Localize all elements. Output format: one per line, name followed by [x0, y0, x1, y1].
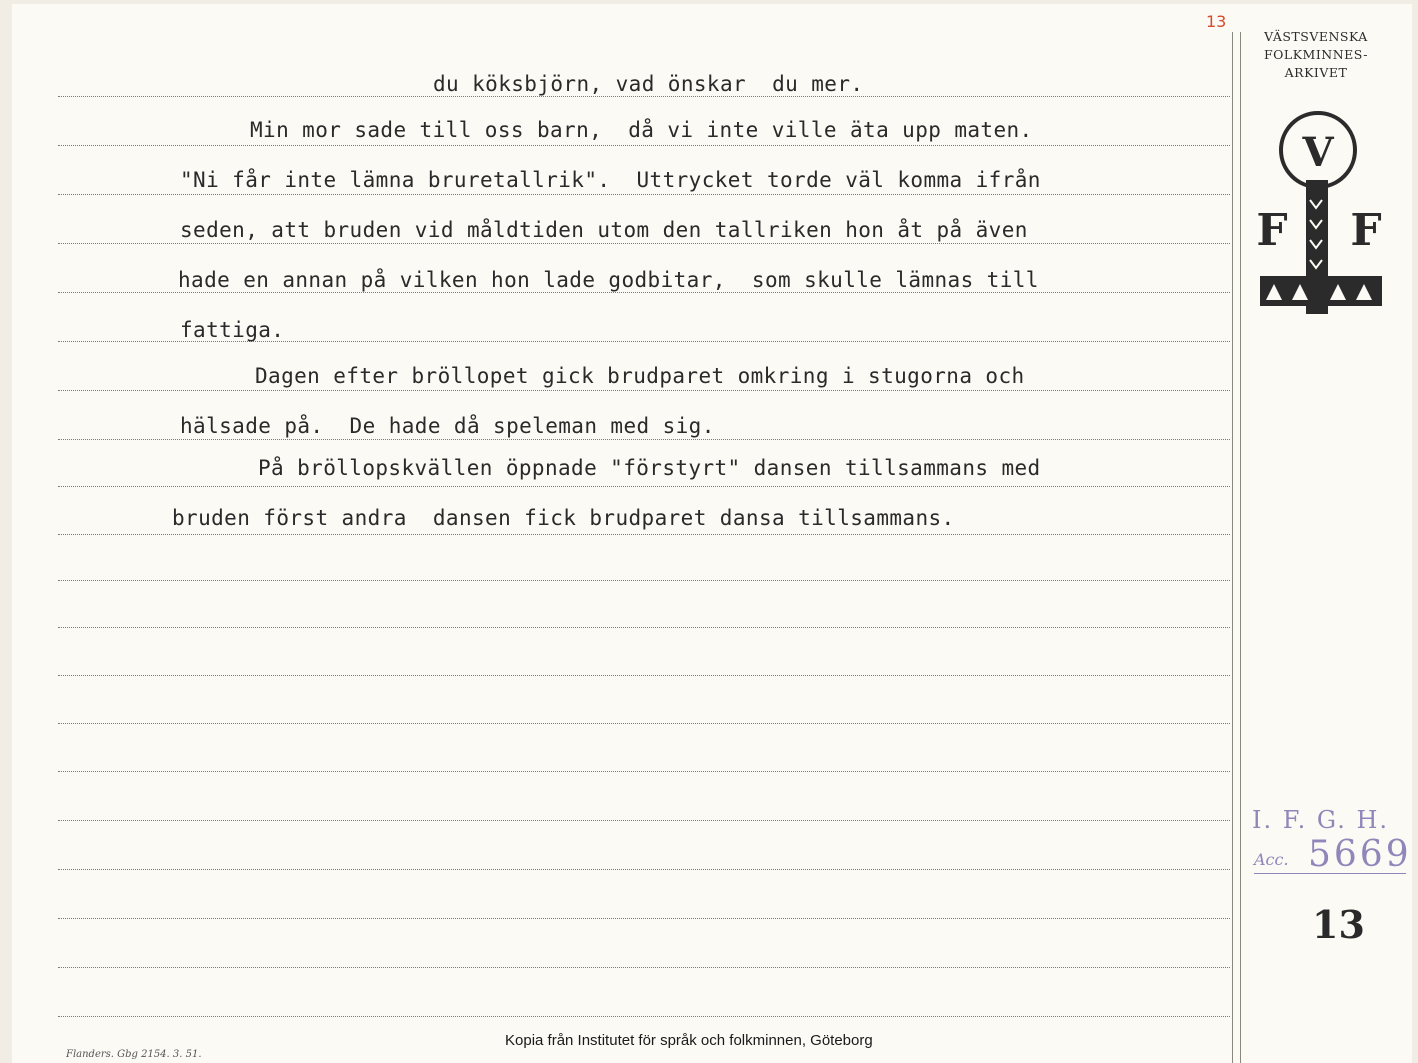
text-line: fattiga. — [180, 318, 285, 342]
archive-name-line: VÄSTSVENSKA — [1264, 29, 1368, 44]
corner-number: 13 — [1206, 12, 1227, 31]
printer-mark: Flanders. Gbg 2154. 3. 51. — [66, 1049, 202, 1060]
logo-letter-v: V — [1302, 129, 1334, 176]
archive-logo — [1252, 110, 1384, 320]
margin-line — [1232, 32, 1233, 1063]
page-number: 13 — [1312, 902, 1365, 947]
text-line: seden, att bruden vid måldtiden utom den tallriken hon åt på även — [180, 218, 1028, 242]
archive-name-line: ARKIVET — [1284, 65, 1348, 80]
copy-notice: Kopia från Institutet för språk och folkminnen, Göteborg — [505, 1032, 873, 1049]
text-line: du köksbjörn, vad önskar du mer. — [433, 72, 864, 96]
text-line: Min mor sade till oss barn, då vi inte ville äta upp maten. — [250, 118, 1033, 142]
text-line: hade en annan på vilken hon lade godbitar, som skulle lämnas till — [178, 268, 1039, 292]
text-line: Dagen efter bröllopet gick brudparet omkring i stugorna och — [255, 364, 1025, 388]
text-line: På bröllopskvällen öppnade "förstyrt" dansen tillsammans med — [258, 456, 1041, 480]
margin-line — [1240, 32, 1241, 1063]
stamp-initials: I. F. G. H. — [1252, 806, 1390, 834]
text-line: "Ni får inte lämna bruretallrik". Uttrycket torde väl komma ifrån — [180, 168, 1041, 192]
text-line: hälsade på. De hade då speleman med sig. — [180, 414, 715, 438]
stamp-acc-number: 5669 — [1308, 834, 1412, 875]
stamp-underline — [1254, 873, 1406, 874]
archive-name-line: FOLKMINNES- — [1263, 47, 1369, 62]
stamp-acc-label: Acc. — [1254, 850, 1289, 869]
text-line: bruden först andra dansen fick brudparet dansa tillsammans. — [172, 506, 955, 530]
logo-letter-f-right: F — [1350, 205, 1382, 256]
logo-letter-f-left: F — [1256, 205, 1288, 256]
archive-name — [1246, 28, 1386, 82]
